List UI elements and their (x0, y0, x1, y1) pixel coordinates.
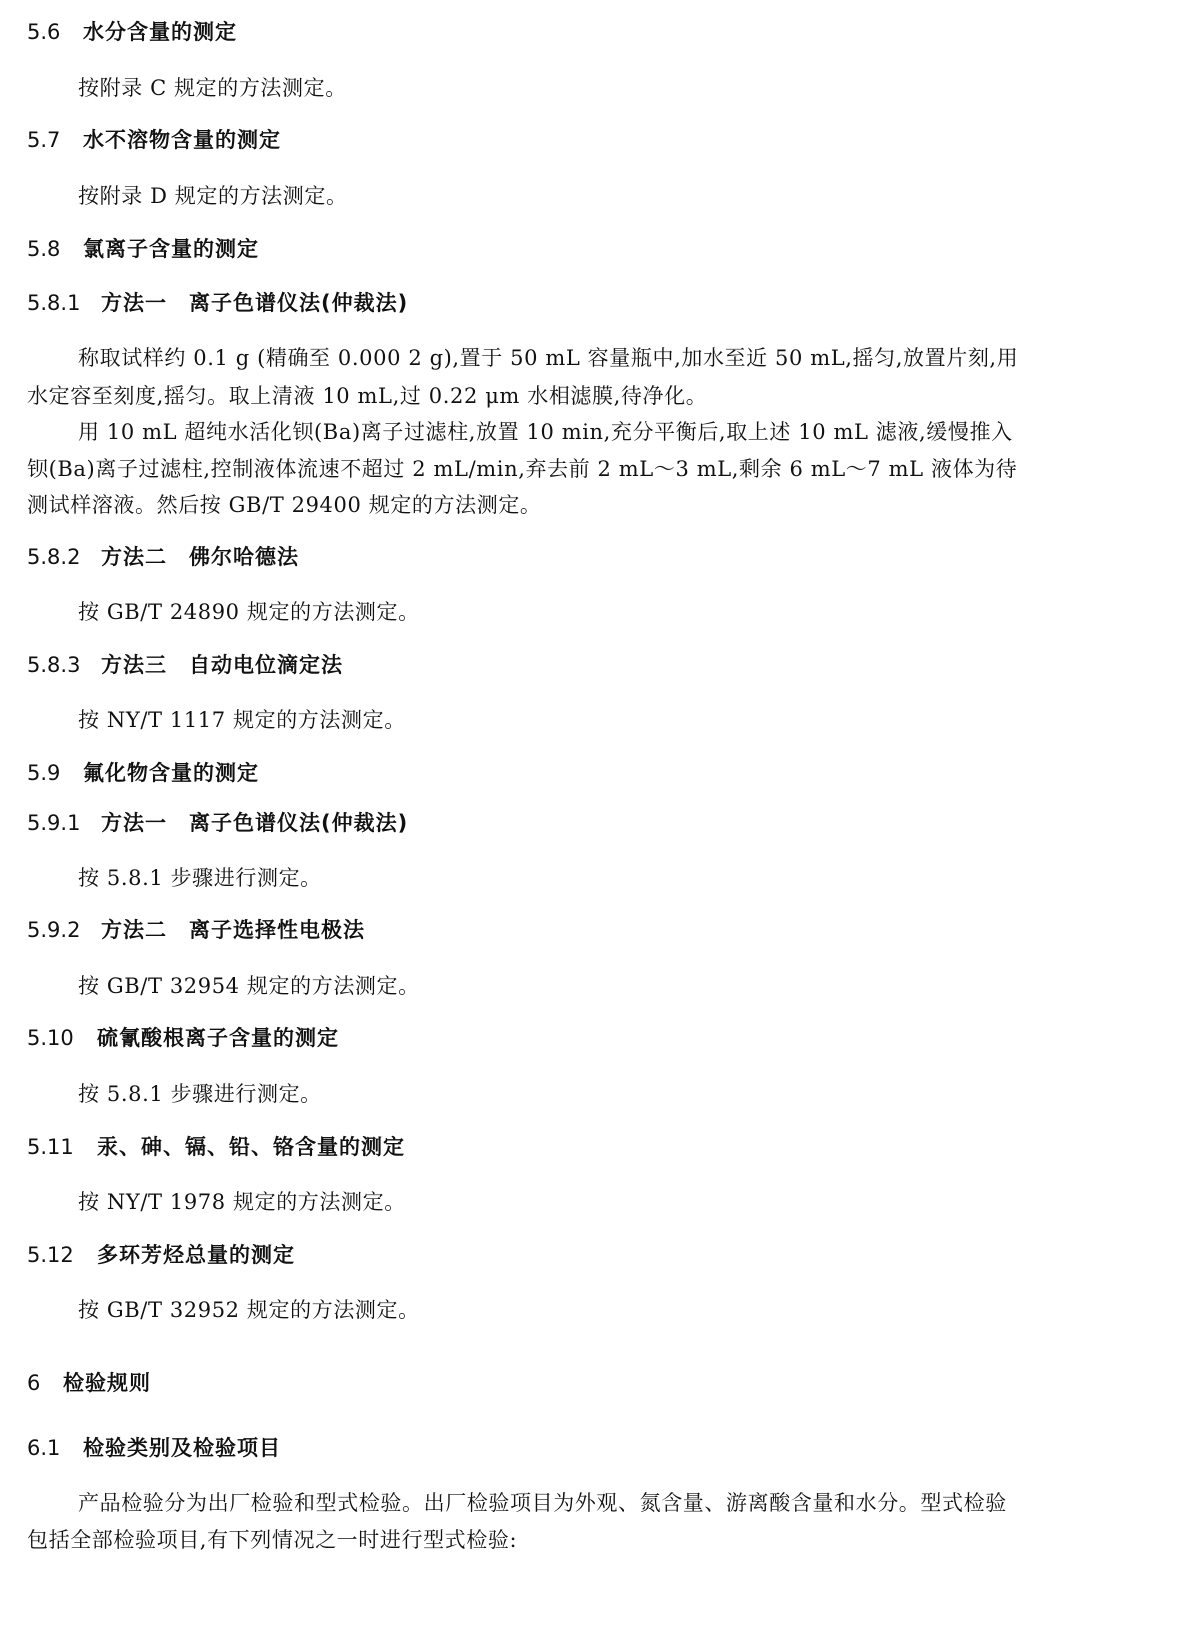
paragraph-line: 称取试样约 0.1 g (精确至 0.000 2 g),置于 50 mL 容量瓶中,加水至近 50 mL,摇匀,放置片刻,用 (78, 346, 1019, 370)
section-title: 方法二 离子选择性电极法 (101, 918, 365, 942)
section-number: 5.8.2 (27, 545, 81, 569)
section-title: 方法一 离子色谱仪法(仲裁法) (101, 291, 409, 315)
subsection-heading (27, 547, 299, 568)
subsection-heading (27, 293, 408, 314)
paragraph-line: 产品检验分为出厂检验和型式检验。出厂检验项目为外观、氮含量、游离酸含量和水分。型式检验 (78, 1491, 1007, 1515)
paragraph: 按 GB/T 24890 规定的方法测定。 (78, 600, 420, 624)
section-title: 多环芳烃总量的测定 (97, 1243, 295, 1267)
paragraph-line: 水定容至刻度,摇匀。取上清液 10 mL,过 0.22 μm 水相滤膜,待净化。 (27, 384, 708, 408)
section-heading (27, 130, 281, 151)
paragraph: 按 5.8.1 步骤进行测定。 (78, 866, 322, 890)
section-number: 5.9.2 (27, 918, 81, 942)
section-number: 5.8 (27, 237, 61, 261)
section-title: 水不溶物含量的测定 (83, 128, 281, 152)
subsection-heading (27, 813, 408, 834)
section-title: 氯离子含量的测定 (83, 237, 259, 261)
paragraph-line: 包括全部检验项目,有下列情况之一时进行型式检验: (27, 1528, 518, 1552)
section-number: 5.12 (27, 1243, 74, 1267)
paragraph: 按附录 C 规定的方法测定。 (78, 76, 347, 100)
section-number: 5.9.1 (27, 811, 81, 835)
paragraph: 按 5.8.1 步骤进行测定。 (78, 1082, 322, 1106)
section-number: 5.9 (27, 761, 61, 785)
section-title: 方法一 离子色谱仪法(仲裁法) (101, 811, 409, 835)
section-number: 6.1 (27, 1436, 61, 1460)
section-heading (27, 763, 259, 784)
paragraph: 按 GB/T 32954 规定的方法测定。 (78, 974, 420, 998)
section-heading (27, 1137, 405, 1158)
subsection-heading (27, 920, 365, 941)
section-title: 硫氰酸根离子含量的测定 (97, 1026, 339, 1050)
section-title: 检验类别及检验项目 (83, 1436, 281, 1460)
paragraph: 按附录 D 规定的方法测定。 (78, 184, 348, 208)
section-number: 5.7 (27, 128, 61, 152)
section-title: 氟化物含量的测定 (83, 761, 259, 785)
section-heading (27, 239, 259, 260)
section-title: 方法二 佛尔哈德法 (101, 545, 299, 569)
section-number: 5.6 (27, 20, 61, 44)
paragraph-line: 用 10 mL 超纯水活化钡(Ba)离子过滤柱,放置 10 min,充分平衡后,取上述 10 mL 滤液,缓慢推入 (78, 420, 1013, 444)
section-number: 6 (27, 1371, 41, 1395)
section-title: 汞、砷、镉、铅、铬含量的测定 (97, 1135, 405, 1159)
paragraph-line: 测试样溶液。然后按 GB/T 29400 规定的方法测定。 (27, 493, 542, 517)
paragraph: 按 NY/T 1117 规定的方法测定。 (78, 708, 406, 732)
section-number: 5.10 (27, 1026, 74, 1050)
section-heading (27, 1438, 281, 1459)
paragraph-line: 钡(Ba)离子过滤柱,控制液体流速不超过 2 mL/min,弃去前 2 mL～3 mL,剩余 6 mL～7 mL 液体为待 (27, 457, 1018, 481)
section-number: 5.11 (27, 1135, 74, 1159)
section-number: 5.8.1 (27, 291, 81, 315)
section-number: 5.8.3 (27, 653, 81, 677)
section-title: 方法三 自动电位滴定法 (101, 653, 343, 677)
section-heading (27, 1245, 295, 1266)
section-heading (27, 1028, 339, 1049)
paragraph: 按 GB/T 32952 规定的方法测定。 (78, 1298, 420, 1322)
section-title: 水分含量的测定 (83, 20, 237, 44)
section-title: 检验规则 (63, 1371, 151, 1395)
chapter-heading (27, 1373, 151, 1394)
subsection-heading (27, 655, 343, 676)
section-heading (27, 22, 237, 43)
paragraph: 按 NY/T 1978 规定的方法测定。 (78, 1190, 406, 1214)
